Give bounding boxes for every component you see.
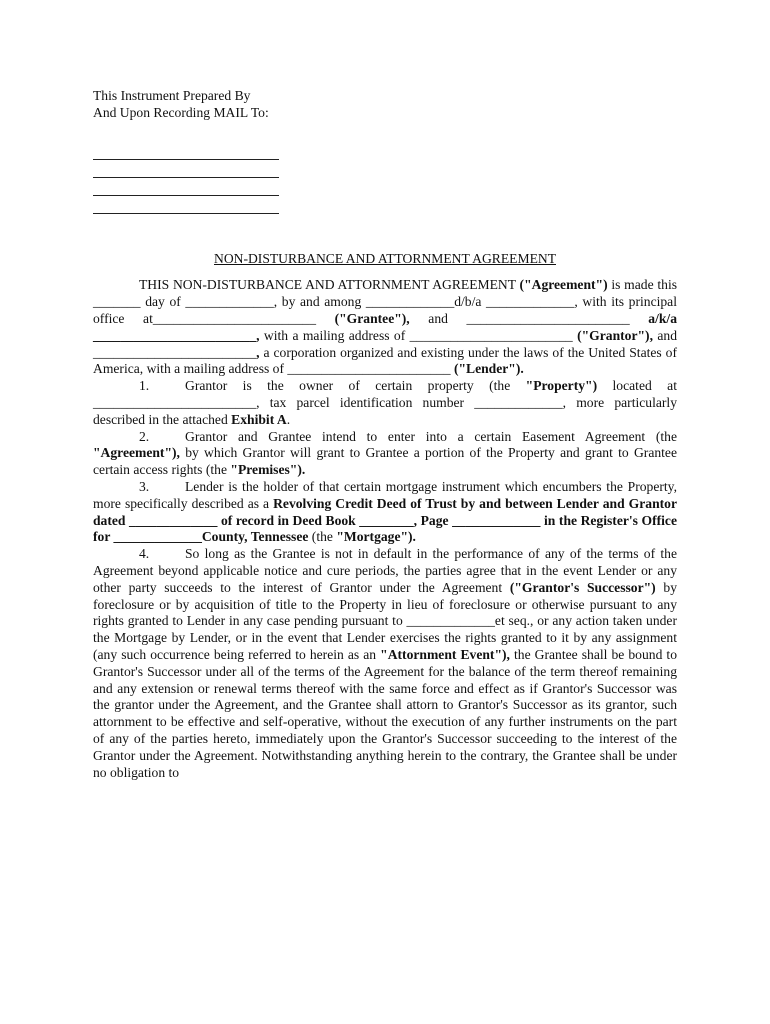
prepared-by-line: This Instrument Prepared By (93, 88, 251, 103)
intro-text: and ________________________ (409, 310, 649, 326)
prepared-by-block (93, 88, 677, 214)
paragraph-4 (93, 546, 677, 781)
intro-comma: , (256, 344, 260, 360)
intro-text: a corporation organized and existing under the laws of the United States of America, with a mailing address of ________________________ (93, 344, 677, 377)
paragraph-text: by which Grantor will grant to Grantee a portion of the Property and grant to Grantee certain access rights (the (93, 445, 677, 478)
intro-text: with a mailing address of ________________________ (259, 327, 578, 343)
mortgage-defined-term: "Mortgage"). (336, 529, 416, 545)
paragraph-1 (93, 378, 677, 428)
premises-defined-term: "Premises"). (230, 462, 306, 478)
document-page (93, 88, 677, 781)
address-blank-line (93, 178, 279, 196)
paragraph-text: by foreclosure or by acquisition of title to the Property in lieu of foreclosure or otherwise pursuant to any rights granted to Lender in any case pending pursuant to _____________et seq., or any action taken under the Mortgage by Lender, or in the event that Lender exercises the rights granted to it by any assignment (any such occurrence being referred to herein as an (93, 579, 677, 662)
paragraph-text: Grantor and Grantee intend to enter into a certain Easement Agreement (the (185, 428, 677, 444)
exhibit-a-reference: Exhibit A (231, 411, 287, 427)
address-blank-lines (93, 142, 677, 214)
paragraph-number: 3. (139, 478, 150, 494)
grantee-defined-term: ("Grantee"), (334, 310, 410, 326)
mail-to-line: And Upon Recording MAIL To: (93, 104, 269, 120)
lender-defined-term: ("Lender"). (453, 361, 524, 377)
address-blank-line (93, 142, 279, 160)
aka-term: a/k/a ________________________, (93, 310, 677, 343)
agreement-defined-term: "Agreement"), (93, 445, 180, 461)
paragraph-number: 1. (139, 378, 150, 394)
deed-of-trust-description: Revolving Credit Deed of Trust by and between Lender and Grantor dated _____________ of record in Deed Book ________, Page _____________ in the Register's Office for _____________County, Tennessee (93, 495, 677, 545)
grantor-defined-term: ("Grantor"), (577, 327, 653, 343)
intro-text: is made this _______ day of _____________, by and among _____________d/b/a _____________, with its principal office at________________________ (93, 277, 678, 326)
paragraph-number: 4. (139, 546, 150, 562)
property-defined-term: "Property") (525, 378, 598, 394)
paragraph-text: (the (308, 529, 337, 545)
paragraph-text: the Grantee shall be bound to Grantor's Successor under all of the terms of the Agreement for the balance of the term thereof remaining and any extension or renewal terms thereof with the same force and effect as if Grantor's Successor was the grantor under the Agreement, and the Grantee shall attorn to Grantor's Successor as its grantor, such attornment to be effective and self-operative, without the execution of any further instruments on the part of any of the parties hereto, immediately upon the Grantor's Successor succeeding to the interest of the Grantor under the Agreement. Notwithstanding anything herein to the contrary, the Grantee shall be under no obligation to (93, 646, 678, 780)
document-title: NON-DISTURBANCE AND ATTORNMENT AGREEMENT (214, 250, 556, 266)
paragraph-3 (93, 479, 677, 546)
intro-text: and ________________________ (93, 327, 677, 360)
agreement-defined-term: ("Agreement") (519, 277, 608, 293)
paragraph-text: located at ________________________, tax parcel identification number _____________, more particularly described in the attached (93, 378, 677, 427)
paragraph-text: Lender is the holder of that certain mortgage instrument which encumbers the Property, more specifically described as a (93, 478, 677, 511)
address-blank-line (93, 196, 279, 214)
paragraph-text: So long as the Grantee is not in default in the performance of any of the terms of the Agreement beyond applicable notice and cure periods, the parties agree that in the event Lender or any other party succeeds to the interest of Grantor under the Agreement (93, 546, 677, 595)
grantors-successor-defined-term: ("Grantor's Successor") (509, 579, 656, 595)
intro-text: THIS NON-DISTURBANCE AND ATTORNMENT AGREEMENT (139, 277, 516, 293)
address-blank-line (93, 160, 279, 178)
paragraph-text: . (286, 411, 291, 427)
paragraph-text: Grantor is the owner of certain property (the (185, 378, 526, 394)
intro-paragraph (93, 277, 677, 378)
paragraph-number: 2. (139, 428, 150, 444)
paragraph-2 (93, 429, 677, 479)
attornment-event-defined-term: "Attornment Event"), (380, 646, 510, 662)
